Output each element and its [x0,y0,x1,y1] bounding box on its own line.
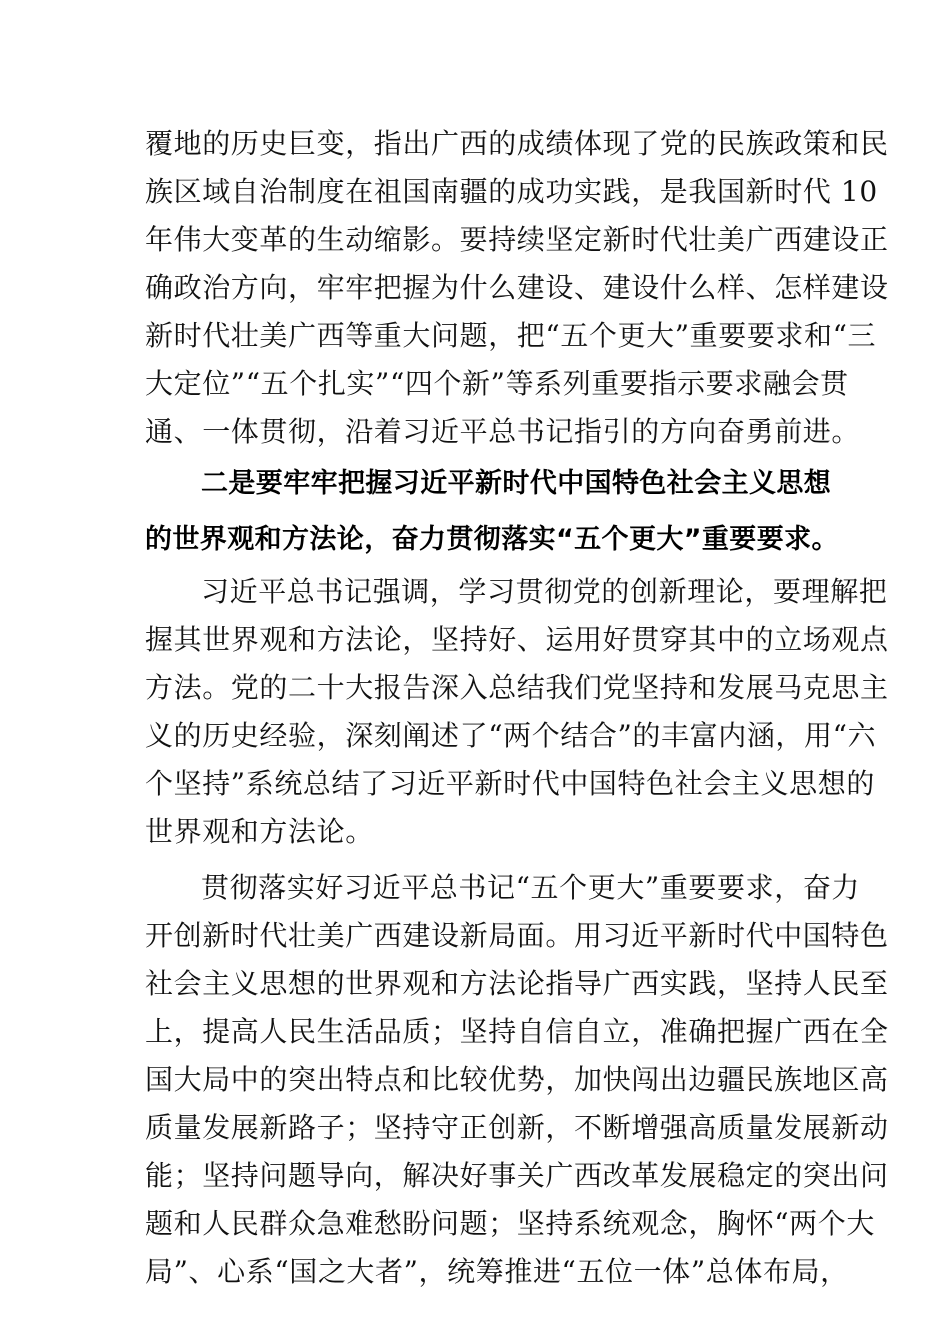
heading-line: 二是要牢牢把握习近平新时代中国特色社会主义思想 [201,468,832,499]
text-line: 年伟大变革的生动缩影。要持续坚定新时代壮美广西建设正 [145,223,889,256]
text-line: 贯彻落实好习近平总书记“五个更大”重要要求，奋力 [201,871,861,904]
text-line: 通、一体贯彻，沿着习近平总书记指引的方向奋勇前进。 [145,415,861,448]
text-line: 确政治方向，牢牢把握为什么建设、建设什么样、怎样建设 [145,271,889,304]
paragraph-2 [145,568,889,856]
text-line: 覆地的历史巨变，指出广西的成绩体现了党的民族政策和民 [145,127,889,160]
section-heading-2 [145,456,839,568]
text-line: 社会主义思想的世界观和方法论指导广西实践，坚持人民至 [145,967,889,1000]
text-line: 局”、心系“国之大者”，统筹推进“五位一体”总体布局， [145,1255,849,1288]
text-line: 题和人民群众急难愁盼问题；坚持系统观念，胸怀“两个大 [145,1207,875,1240]
text-line: 能；坚持问题导向，解决好事关广西改革发展稳定的突出问 [145,1159,889,1192]
text-line: 质量发展新路子；坚持守正创新，不断增强高质量发展新动 [145,1111,889,1144]
text-line: 上，提高人民生活品质；坚持自信自立，准确把握广西在全 [145,1015,889,1048]
text-line: 国大局中的突出特点和比较优势，加快闯出边疆民族地区高 [145,1063,889,1096]
text-line: 开创新时代壮美广西建设新局面。用习近平新时代中国特色 [145,919,889,952]
text-line: 握其世界观和方法论，坚持好、运用好贯穿其中的立场观点 [145,623,889,656]
text-line: 方法。党的二十大报告深入总结我们党坚持和发展马克思主 [145,671,889,704]
text-line: 习近平总书记强调，学习贯彻党的创新理论，要理解把 [201,575,888,608]
text-line: 族区域自治制度在祖国南疆的成功实践，是我国新时代 10 [145,175,878,208]
text-line: 新时代壮美广西等重大问题，把“五个更大”重要要求和“三 [145,319,877,352]
text-line: 义的历史经验，深刻阐述了“两个结合”的丰富内涵，用“六 [145,719,877,752]
heading-line: 的世界观和方法论，奋力贯彻落实“五个更大”重要要求。 [145,524,839,555]
text-line: 世界观和方法论。 [145,815,374,848]
paragraph-spacer [145,856,809,864]
text-line: 个坚持”系统总结了习近平新时代中国特色社会主义思想的 [145,767,875,800]
paragraph-3 [145,864,889,1296]
document-body [145,120,889,1296]
text-line: 大定位”“五个扎实”“四个新”等系列重要指示要求融会贯 [145,367,849,400]
paragraph-1 [145,120,889,456]
